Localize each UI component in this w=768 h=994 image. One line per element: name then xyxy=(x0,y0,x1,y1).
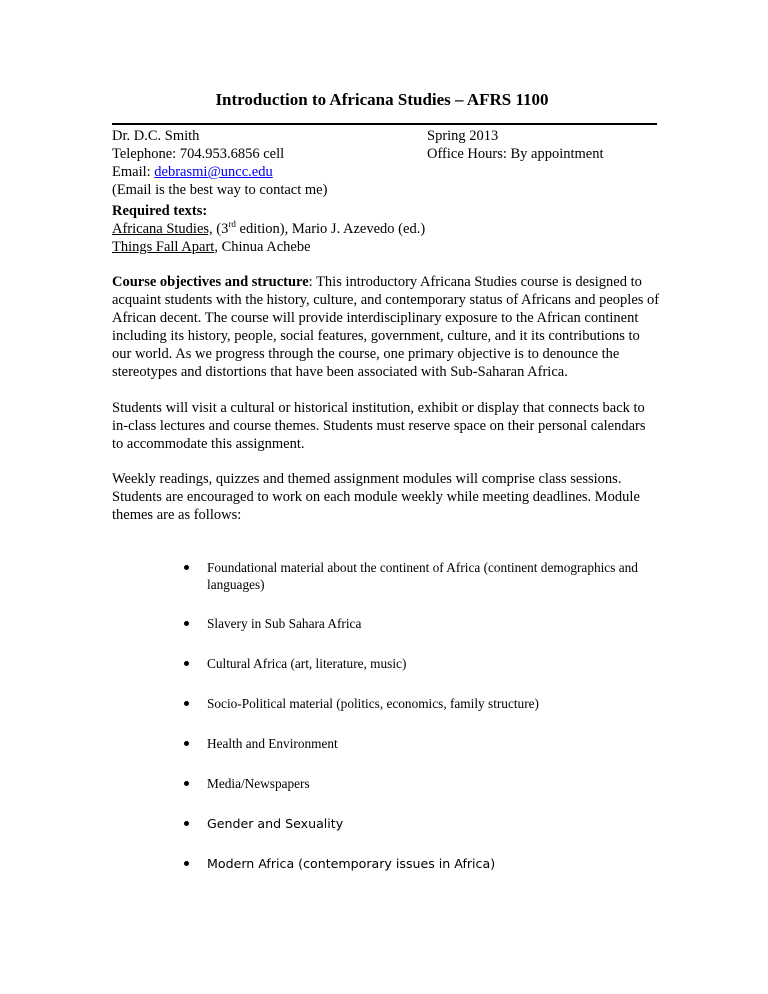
book1-title: Africana Studies, xyxy=(112,221,213,237)
module-label: Foundational material about the continent of Africa (continent demographics and languages) xyxy=(207,560,638,592)
objectives-body: This introductory Africana Studies course is designed to acquaint students with the history, culture, and contemporary status of Africans and peoples of African decent. The course will provide interdisciplinary exposure to the African continent including its history, people, social features, government, culture, and it its contributions to our world. As we progress through the course, one primary objective is to denounce the stereotypes and distortions that have been associated with Sub-Saharan Africa. xyxy=(112,274,660,380)
objectives-paragraph xyxy=(112,273,660,381)
email-note: (Email is the best way to contact me) xyxy=(112,182,328,198)
objectives-heading: Course objectives and structure xyxy=(112,274,309,290)
bullet-icon xyxy=(184,741,189,746)
book1-edition-sup: rd xyxy=(228,219,236,230)
modules-paragraph: Weekly readings, quizzes and themed assignment modules will comprise class sessions. Students are encouraged to work on each module weekly while meeting deadlines. Module themes are as follows: xyxy=(112,471,640,523)
email-label: Email: xyxy=(112,164,155,180)
list-item xyxy=(184,815,644,832)
list-item xyxy=(184,559,644,593)
visit-paragraph: Students will visit a cultural or historical institution, exhibit or display that connects back to in-class lectures and course themes. Students must reserve space on their personal calendars to accommodate this assignment. xyxy=(112,400,646,452)
module-label: Cultural Africa (art, literature, music) xyxy=(207,656,407,671)
bullet-icon xyxy=(184,861,189,866)
required-texts xyxy=(112,202,657,256)
module-list xyxy=(184,559,644,895)
module-label: Health and Environment xyxy=(207,736,338,751)
title-divider xyxy=(112,123,657,125)
bullet-icon xyxy=(184,621,189,626)
telephone: Telephone: 704.953.6856 cell xyxy=(112,146,285,162)
email-line xyxy=(112,163,412,181)
term: Spring 2013 xyxy=(427,128,499,144)
office-hours: Office Hours: By appointment xyxy=(427,146,604,162)
list-item xyxy=(184,695,644,712)
module-label: Slavery in Sub Sahara Africa xyxy=(207,616,362,631)
module-label: Gender and Sexuality xyxy=(207,816,344,831)
instructor-info xyxy=(112,127,412,199)
book2-title: Things Fall Apart xyxy=(112,239,215,255)
book1-rest: edition), Mario J. Azevedo (ed.) xyxy=(235,221,426,237)
bullet-icon xyxy=(184,701,189,706)
list-item xyxy=(184,655,644,672)
required-texts-heading: Required texts: xyxy=(112,203,208,219)
objectives-colon: : xyxy=(308,274,313,290)
course-title: Introduction to Africana Studies – AFRS 1100 xyxy=(215,90,549,109)
book2-rest: , Chinua Achebe xyxy=(214,239,311,255)
module-label: Modern Africa (contemporary issues in Africa) xyxy=(207,856,496,871)
instructor-name: Dr. D.C. Smith xyxy=(112,128,200,144)
list-item xyxy=(184,855,644,872)
book-things-fall-apart xyxy=(112,238,657,256)
book-africana-studies xyxy=(112,220,657,238)
email-link[interactable]: debrasmi@uncc.edu xyxy=(154,164,273,180)
list-item xyxy=(184,735,644,752)
bullet-icon xyxy=(184,661,189,666)
list-item xyxy=(184,615,644,632)
bullet-icon xyxy=(184,565,189,570)
list-item xyxy=(184,775,644,792)
book1-edition-pre: (3 xyxy=(212,221,229,237)
bullet-icon xyxy=(184,821,189,826)
module-label: Media/Newspapers xyxy=(207,776,310,791)
term-info xyxy=(427,127,667,163)
bullet-icon xyxy=(184,781,189,786)
module-label: Socio-Political material (politics, economics, family structure) xyxy=(207,696,539,711)
